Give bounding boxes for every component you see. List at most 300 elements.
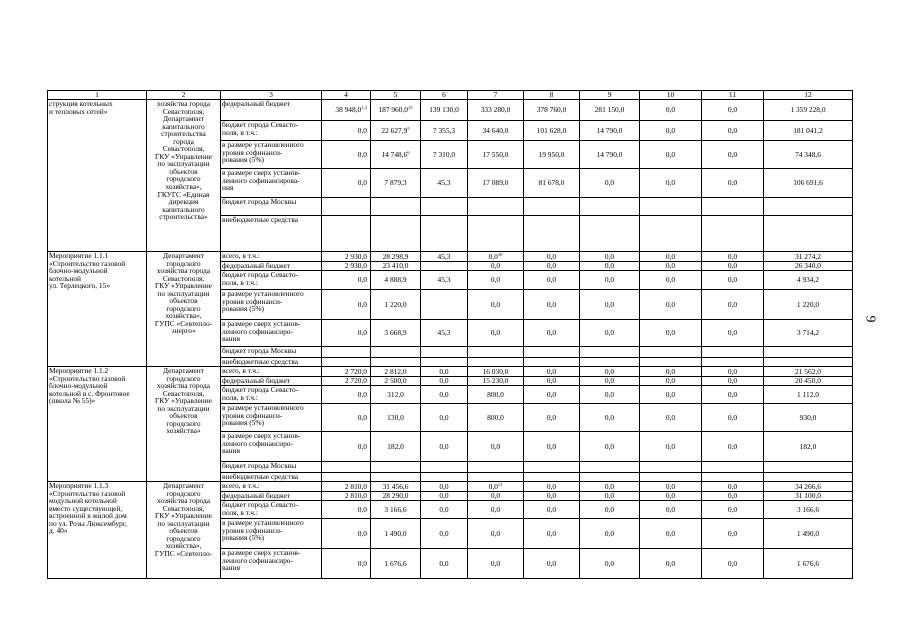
cell-text: бюджет города Севасто- поля, в т.ч.: (222, 270, 299, 287)
amount-cell (640, 271, 702, 290)
cell-text: 11 (728, 90, 737, 100)
amount-cell (524, 404, 580, 432)
amount-cell (580, 262, 640, 271)
responsible-executor (147, 100, 221, 252)
cell-text: 0,0 (546, 528, 557, 538)
amount-cell (524, 169, 580, 198)
cell-text: в размере установленного уровня софинанси- рования (5%) (222, 140, 304, 165)
amount-cell (764, 290, 853, 320)
cell-text: 0,0 (546, 299, 557, 309)
cell-text: струкция котельных и тепловых сетей» (49, 99, 113, 116)
footnote-mark: 6 (407, 149, 410, 155)
measure-name (48, 482, 147, 579)
amount-cell (468, 290, 524, 320)
cell-text: 1 220,0 (796, 299, 820, 309)
cell-text: 0,0 (665, 251, 676, 261)
cell-text: 0,0 (665, 275, 676, 285)
amount-cell (322, 377, 371, 386)
amount-cell (580, 358, 640, 367)
amount-cell (580, 549, 640, 579)
cell-text: 0,0 (665, 328, 676, 338)
amount-cell (702, 320, 764, 347)
amount-cell (764, 320, 853, 347)
amount-cell (421, 141, 468, 169)
cell-text: 0,0 (665, 376, 676, 386)
cell-text: Департамент городского хозяйства города Севастополя, ГКУ «Управление по эксплуатации объектов городского хозяйства», ГУПС «Севтепло- (154, 481, 213, 558)
amount-cell (421, 519, 468, 549)
cell-text: 0,0 (439, 481, 449, 491)
funding-source (221, 271, 322, 290)
amount-cell (764, 141, 853, 169)
column-header (764, 91, 853, 100)
cell-text: 2 500,0 (384, 376, 407, 386)
cell-text: 0,0 (727, 558, 738, 568)
cell-text: 14 790,0 (596, 149, 623, 159)
cell-text: 0,0 (727, 328, 738, 338)
amount-cell (702, 549, 764, 579)
amount-cell (702, 198, 764, 216)
funding-table (47, 90, 853, 579)
cell-text: 2 930,0 (344, 261, 367, 271)
amount-cell (421, 501, 468, 519)
cell-text: 0,0 (665, 105, 676, 115)
cell-text: 38 948,0 (335, 105, 362, 115)
amount-cell (524, 271, 580, 290)
cell-text: 0,0 (439, 528, 449, 538)
amount-cell (421, 367, 468, 377)
amount-cell (322, 198, 371, 216)
amount-cell (702, 519, 764, 549)
funding-source (221, 347, 322, 358)
cell-text: 0,0 (439, 366, 449, 376)
cell-text: 106 691,6 (793, 178, 823, 188)
cell-text: 0,0 (727, 528, 738, 538)
cell-text: 5 (393, 90, 398, 100)
amount-cell (640, 358, 702, 367)
amount-cell (640, 121, 702, 141)
cell-text: 1 676,6 (796, 558, 820, 568)
amount-cell (371, 549, 421, 579)
responsible-executor (147, 367, 221, 482)
amount-cell (524, 432, 580, 462)
amount-cell (764, 519, 853, 549)
amount-cell (524, 462, 580, 473)
column-header (702, 91, 764, 100)
cell-text: 1 (95, 90, 99, 100)
cell-text: 74 348,6 (795, 149, 821, 159)
amount-cell (764, 492, 853, 501)
cell-text: внебюджетные средства (222, 472, 299, 481)
cell-text: 0,0 (357, 558, 367, 568)
cell-text: 0,0 (665, 178, 676, 188)
cell-text: 0,0 (490, 504, 501, 514)
cell-text: бюджет города Севасто- поля, в т.ч.: (222, 120, 299, 137)
cell-text: 0,0 (665, 261, 676, 271)
cell-text: всего, в т.ч.: (222, 366, 260, 375)
amount-cell (764, 262, 853, 271)
footnote-mark: 15 (407, 105, 413, 111)
cell-text: 34 640,0 (482, 125, 509, 135)
cell-text: 3 166,6 (796, 504, 820, 514)
cell-text: 81 678,0 (538, 178, 565, 188)
cell-text: 23 410,0 (382, 261, 409, 271)
amount-cell (524, 252, 580, 262)
amount-cell (702, 358, 764, 367)
cell-text: 12 (804, 90, 812, 100)
amount-cell (640, 377, 702, 386)
cell-text: 0,0 (727, 251, 738, 261)
cell-text: 0,0 (439, 441, 449, 451)
cell-text: 0,0 (546, 481, 557, 491)
cell-text: Департамент городского хозяйства города Севастополя, ГКУ «Управление по эксплуатации объектов городского хозяйства» (155, 366, 212, 436)
amount-cell (640, 432, 702, 462)
cell-text: 0,0 (604, 328, 615, 338)
amount-cell (468, 358, 524, 367)
funding-source (221, 377, 322, 386)
amount-cell (468, 482, 524, 492)
footnote-mark: 1,2 (361, 105, 367, 111)
amount-cell (322, 519, 371, 549)
amount-cell (371, 367, 421, 377)
amount-cell (322, 290, 371, 320)
cell-text: в размере установленного уровня софинанси- рования (5%) (222, 518, 304, 543)
amount-cell (468, 367, 524, 377)
footnote-mark: 11 (497, 481, 503, 487)
amount-cell (421, 216, 468, 252)
amount-cell (421, 386, 468, 404)
cell-text: 0,0 (727, 275, 738, 285)
cell-text: 800,0 (487, 389, 504, 399)
cell-text: 2 812,0 (384, 366, 407, 376)
amount-cell (421, 492, 468, 501)
cell-text: 0,0 (665, 366, 676, 376)
cell-text: 0,0 (490, 275, 501, 285)
amount-cell (524, 262, 580, 271)
cell-text: 0,0 (604, 528, 615, 538)
amount-cell (702, 462, 764, 473)
amount-cell (640, 216, 702, 252)
amount-cell (580, 492, 640, 501)
amount-cell (640, 252, 702, 262)
amount-cell (640, 320, 702, 347)
amount-cell (580, 198, 640, 216)
cell-text: 800,0 (487, 412, 504, 422)
amount-cell (322, 492, 371, 501)
amount-cell (524, 367, 580, 377)
cell-text: 2 720,0 (344, 366, 367, 376)
amount-cell (421, 549, 468, 579)
column-header (524, 91, 580, 100)
amount-cell (580, 473, 640, 482)
amount-cell (764, 473, 853, 482)
cell-text: в размере сверх установ- ленного софинансиро- вания (222, 319, 301, 344)
cell-text: 187 960,0 (378, 105, 408, 115)
amount-cell (524, 216, 580, 252)
column-header (371, 91, 421, 100)
amount-cell (524, 347, 580, 358)
cell-text: 7 310,0 (432, 149, 456, 159)
cell-text: 34 266,6 (795, 481, 821, 491)
cell-text: 3 (269, 90, 273, 100)
column-header (580, 91, 640, 100)
cell-text: 0,0 (665, 125, 676, 135)
cell-text: 0,0 (604, 558, 615, 568)
cell-text: 0,0 (490, 528, 501, 538)
cell-text: 0,0 (546, 558, 557, 568)
cell-text: 0,0 (546, 275, 557, 285)
funding-source (221, 121, 322, 141)
amount-cell (468, 216, 524, 252)
amount-cell (764, 377, 853, 386)
cell-text: 0,0 (604, 491, 615, 501)
amount-cell (371, 347, 421, 358)
amount-cell (421, 432, 468, 462)
cell-text: 0,0 (439, 558, 449, 568)
amount-cell (468, 404, 524, 432)
funding-source (221, 492, 322, 501)
cell-text: 0,0 (546, 261, 557, 271)
cell-text: 0,0 (727, 149, 738, 159)
cell-text: бюджет города Севасто- поля, в т.ч.: (222, 500, 299, 517)
cell-text: 0,0 (727, 376, 738, 386)
funding-source (221, 549, 322, 579)
amount-cell (524, 473, 580, 482)
footnote-mark: 10 (497, 251, 503, 257)
cell-text: 0,0 (604, 178, 615, 188)
cell-text: 19 950,0 (538, 149, 565, 159)
amount-cell (580, 216, 640, 252)
measure-name (48, 100, 147, 252)
table-row (48, 252, 853, 262)
column-header (48, 91, 147, 100)
cell-text: 0,0 (604, 441, 615, 451)
amount-cell (322, 169, 371, 198)
funding-source (221, 100, 322, 121)
amount-cell (371, 169, 421, 198)
cell-text: 0,0 (439, 504, 449, 514)
amount-cell (764, 198, 853, 216)
cell-text: 3 166,6 (384, 504, 407, 514)
amount-cell (371, 492, 421, 501)
amount-cell (371, 473, 421, 482)
amount-cell (322, 121, 371, 141)
amount-cell (702, 262, 764, 271)
cell-text: 0,0 (357, 504, 367, 514)
cell-text: 31 274,2 (795, 251, 821, 261)
amount-cell (322, 271, 371, 290)
amount-cell (322, 262, 371, 271)
cell-text: 0,0 (604, 376, 615, 386)
funding-source (221, 519, 322, 549)
amount-cell (468, 121, 524, 141)
cell-text: 0,0 (546, 441, 557, 451)
header-row (48, 91, 853, 100)
cell-text: 0,0 (357, 275, 367, 285)
funding-source (221, 432, 322, 462)
cell-text: 0,0 (604, 504, 615, 514)
amount-cell (580, 462, 640, 473)
amount-cell (764, 501, 853, 519)
cell-text: 14 748,6 (381, 149, 408, 159)
cell-text: 0,0 (357, 299, 367, 309)
cell-text: 0,0 (727, 491, 738, 501)
amount-cell (524, 501, 580, 519)
amount-cell (421, 100, 468, 121)
amount-cell (640, 262, 702, 271)
cell-text: 930,0 (799, 412, 817, 422)
cell-text: 0,0 (357, 389, 367, 399)
amount-cell (421, 462, 468, 473)
cell-text: 0,0 (604, 481, 615, 491)
amount-cell (580, 121, 640, 141)
cell-text: 0,0 (490, 491, 501, 501)
cell-text: 1 490,0 (384, 528, 407, 538)
cell-text: 9 (607, 90, 612, 100)
amount-cell (702, 501, 764, 519)
cell-text: федеральный бюджет (222, 99, 291, 108)
amount-cell (702, 121, 764, 141)
cell-text: 0,0 (488, 251, 498, 261)
amount-cell (702, 377, 764, 386)
amount-cell (371, 216, 421, 252)
amount-cell (702, 100, 764, 121)
amount-cell (524, 519, 580, 549)
amount-cell (640, 290, 702, 320)
amount-cell (322, 549, 371, 579)
amount-cell (371, 358, 421, 367)
cell-text: 4 (344, 90, 348, 100)
cell-text: 0,0 (727, 366, 738, 376)
column-header (147, 91, 221, 100)
cell-text: 8 (549, 90, 554, 100)
funding-source (221, 404, 322, 432)
cell-text: 0,0 (604, 251, 615, 261)
cell-text: федеральный бюджет (222, 376, 291, 385)
cell-text: Мероприятие 1.1.2 «Строительство газовой блочно-модульной котельной в с. Фронтовое (школа № 55)» (49, 366, 130, 406)
amount-cell (468, 377, 524, 386)
cell-text: 2 720,0 (344, 376, 367, 386)
cell-text: 28 298,9 (382, 251, 409, 261)
cell-text: бюджет города Москвы (222, 346, 297, 355)
column-header (468, 91, 524, 100)
cell-text: 0,0 (546, 504, 557, 514)
cell-text: всего, в т.ч.: (222, 481, 260, 490)
table-row (48, 100, 853, 121)
funding-source (221, 252, 322, 262)
amount-cell (702, 432, 764, 462)
column-header (421, 91, 468, 100)
amount-cell (702, 252, 764, 262)
amount-cell (702, 404, 764, 432)
amount-cell (580, 482, 640, 492)
amount-cell (640, 198, 702, 216)
cell-text: 0,0 (490, 558, 501, 568)
cell-text: 2 810,0 (344, 481, 367, 491)
cell-text: 45,3 (437, 328, 451, 338)
amount-cell (764, 386, 853, 404)
amount-cell (764, 404, 853, 432)
amount-cell (322, 473, 371, 482)
amount-cell (468, 141, 524, 169)
cell-text: 0,0 (357, 412, 367, 422)
amount-cell (640, 386, 702, 404)
amount-cell (702, 169, 764, 198)
amount-cell (702, 473, 764, 482)
amount-cell (524, 549, 580, 579)
amount-cell (640, 169, 702, 198)
cell-text: 2 810,0 (344, 491, 367, 501)
cell-text: 0,0 (357, 328, 367, 338)
cell-text: 0,0 (665, 491, 676, 501)
amount-cell (421, 262, 468, 271)
amount-cell (322, 462, 371, 473)
cell-text: 0,0 (604, 299, 615, 309)
cell-text: бюджет города Москвы (222, 461, 297, 470)
amount-cell (468, 549, 524, 579)
amount-cell (322, 501, 371, 519)
cell-text: бюджет города Москвы (222, 197, 297, 206)
amount-cell (468, 519, 524, 549)
cell-text: 2 (181, 90, 186, 100)
cell-text: 378 760,0 (536, 105, 567, 115)
amount-cell (580, 320, 640, 347)
funding-source (221, 386, 322, 404)
cell-text: 0,0 (546, 491, 557, 501)
cell-text: в размере установленного уровня софинанси- рования (5%) (222, 289, 304, 314)
cell-text: 15 230,0 (482, 376, 509, 386)
cell-text: 0,0 (604, 261, 615, 271)
amount-cell (322, 347, 371, 358)
amount-cell (322, 386, 371, 404)
cell-text: 139 130,0 (429, 105, 459, 115)
amount-cell (468, 198, 524, 216)
amount-cell (640, 492, 702, 501)
amount-cell (580, 347, 640, 358)
amount-cell (468, 501, 524, 519)
cell-text: 3 668,9 (384, 328, 407, 338)
amount-cell (580, 404, 640, 432)
amount-cell (322, 432, 371, 462)
amount-cell (580, 141, 640, 169)
amount-cell (322, 404, 371, 432)
cell-text: 17 089,0 (482, 178, 509, 188)
amount-cell (371, 462, 421, 473)
amount-cell (371, 377, 421, 386)
amount-cell (371, 386, 421, 404)
amount-cell (640, 549, 702, 579)
cell-text: 0,0 (490, 441, 501, 451)
cell-text: 0,0 (727, 178, 738, 188)
funding-source (221, 482, 322, 492)
cell-text: 0,0 (490, 328, 501, 338)
amount-cell (640, 404, 702, 432)
amount-cell (764, 252, 853, 262)
amount-cell (371, 262, 421, 271)
amount-cell (524, 141, 580, 169)
amount-cell (421, 320, 468, 347)
cell-text: 31 100,0 (795, 491, 821, 501)
cell-text: 0,0 (665, 299, 676, 309)
cell-text: 45,3 (437, 251, 451, 261)
amount-cell (421, 198, 468, 216)
amount-cell (371, 121, 421, 141)
amount-cell (764, 100, 853, 121)
amount-cell (702, 367, 764, 377)
amount-cell (371, 432, 421, 462)
amount-cell (371, 404, 421, 432)
page-number: 9 (862, 315, 878, 323)
cell-text: 0,0 (439, 389, 449, 399)
